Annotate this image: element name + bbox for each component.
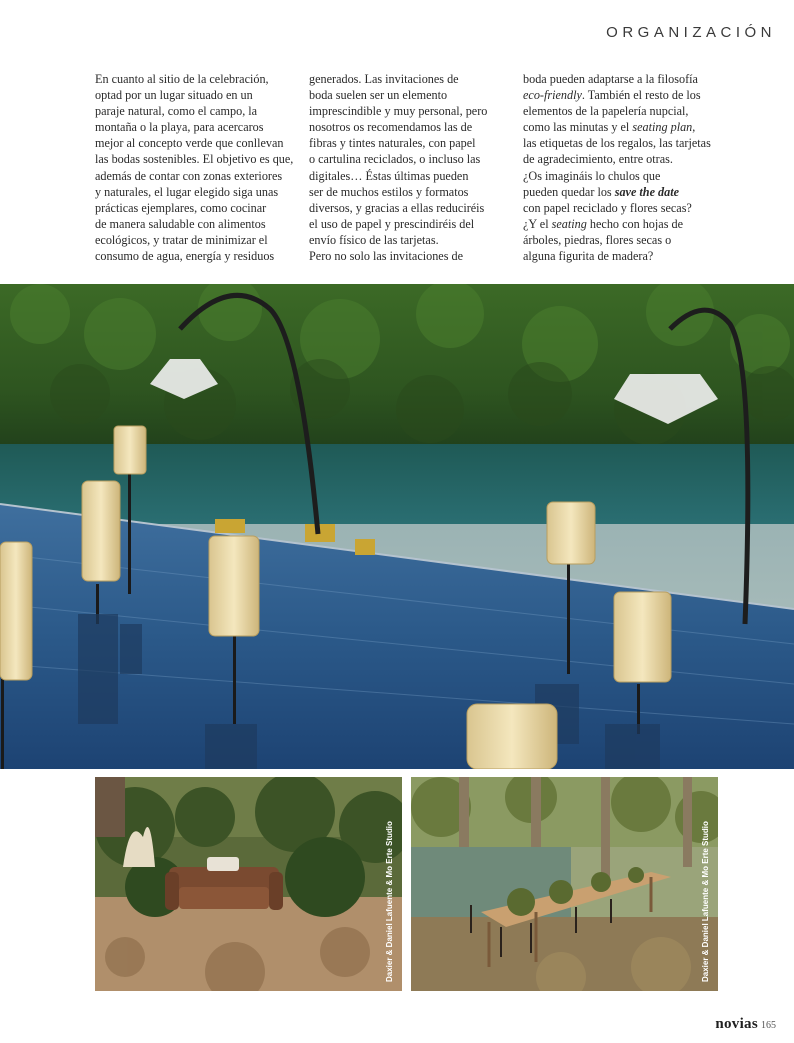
magazine-brand: novias xyxy=(715,1016,758,1032)
text-line: ser de muchos estilos y formatos xyxy=(309,184,469,199)
section-header: ORGANIZACIÓN xyxy=(606,24,776,41)
article-column-2 xyxy=(309,71,509,264)
text-line: el uso de papel y prescindiréis del xyxy=(309,216,475,231)
text-line: las etiquetas de los regalos, las tarjetas xyxy=(523,136,711,151)
text-fragment: pueden quedar los xyxy=(523,184,615,199)
text-line: elementos de la papelería nupcial, xyxy=(523,104,689,119)
text-line: imprescindible y muy personal, pero xyxy=(309,104,488,119)
text-line: En cuanto al sitio de la celebración, xyxy=(95,72,269,86)
article-column-1 xyxy=(95,71,295,264)
photo-sofa-forest xyxy=(95,777,402,991)
article-body xyxy=(95,71,725,271)
photo-table-river xyxy=(411,777,718,991)
page-number: 165 xyxy=(761,1020,776,1031)
text-line: ecológicos, y tratar de minimizar el xyxy=(95,232,268,247)
text-line xyxy=(523,119,723,135)
hero-photo-pool-candles xyxy=(0,284,794,769)
text-line: además de contar con zonas exteriores xyxy=(95,168,283,183)
text-line: optad por un lugar situado en un xyxy=(95,88,253,103)
text-line: y naturales, el lugar elegido siga unas xyxy=(95,184,279,199)
emphasis-seating: seating xyxy=(551,216,587,231)
page-footer xyxy=(715,1015,776,1033)
text-fragment: , xyxy=(692,120,696,135)
text-line: Pero no solo las invitaciones de xyxy=(309,249,464,264)
text-fragment: como las minutas y el xyxy=(523,120,633,135)
text-line: digitales… Éstas últimas pueden xyxy=(309,168,469,183)
text-line: mejor al concepto verde que conllevan xyxy=(95,136,284,151)
emphasis-eco-friendly: eco-friendly xyxy=(523,88,582,103)
photo-credit-left: Daxier & Daniel Lafuente & Mo Erte Studio xyxy=(385,821,394,982)
text-line xyxy=(523,216,723,232)
text-line: con papel reciclado y flores secas? xyxy=(523,200,692,215)
text-line: boda pueden adaptarse a la filosofía xyxy=(523,72,698,86)
text-line: o cartulina reciclados, o incluso las xyxy=(309,152,481,167)
text-line: ¿Os imagináis lo chulos que xyxy=(523,168,661,183)
text-line: consumo de agua, energía y residuos xyxy=(95,249,275,264)
text-line xyxy=(523,87,723,103)
article-column-3 xyxy=(523,71,723,264)
text-fragment: ¿Y el xyxy=(523,216,552,231)
text-line: paraje natural, como el campo, la xyxy=(95,104,258,119)
text-fragment: hecho con hojas de xyxy=(586,216,683,231)
text-line: montaña o la playa, para acercaros xyxy=(95,120,264,135)
photo-credit-right: Daxier & Daniel Lafuente & Mo Erte Studio xyxy=(701,821,710,982)
emphasis-seating-plan: seating plan xyxy=(632,120,693,135)
text-line xyxy=(523,184,723,200)
text-line: generados. Las invitaciones de xyxy=(309,72,459,86)
text-line: boda suelen ser un elemento xyxy=(309,88,448,103)
text-line: diversos, y gracias a ellas reduciréis xyxy=(309,200,485,215)
text-line: de manera saludable con alimentos xyxy=(95,216,266,231)
text-line: árboles, piedras, flores secas o xyxy=(523,232,672,247)
text-fragment: . También el resto de los xyxy=(581,88,701,103)
emphasis-save-the-date: save the date xyxy=(614,184,680,199)
text-line: nosotros os recomendamos las de xyxy=(309,120,473,135)
text-line: las bodas sostenibles. El objetivo es que, xyxy=(95,152,294,167)
text-line: de agradecimiento, entre otras. xyxy=(523,152,673,167)
text-line: prácticas ejemplares, como cocinar xyxy=(95,200,267,215)
text-line: envío físico de las tarjetas. xyxy=(309,232,439,247)
text-line: alguna figurita de madera? xyxy=(523,249,654,264)
text-line: fibras y tintes naturales, con papel xyxy=(309,136,476,151)
